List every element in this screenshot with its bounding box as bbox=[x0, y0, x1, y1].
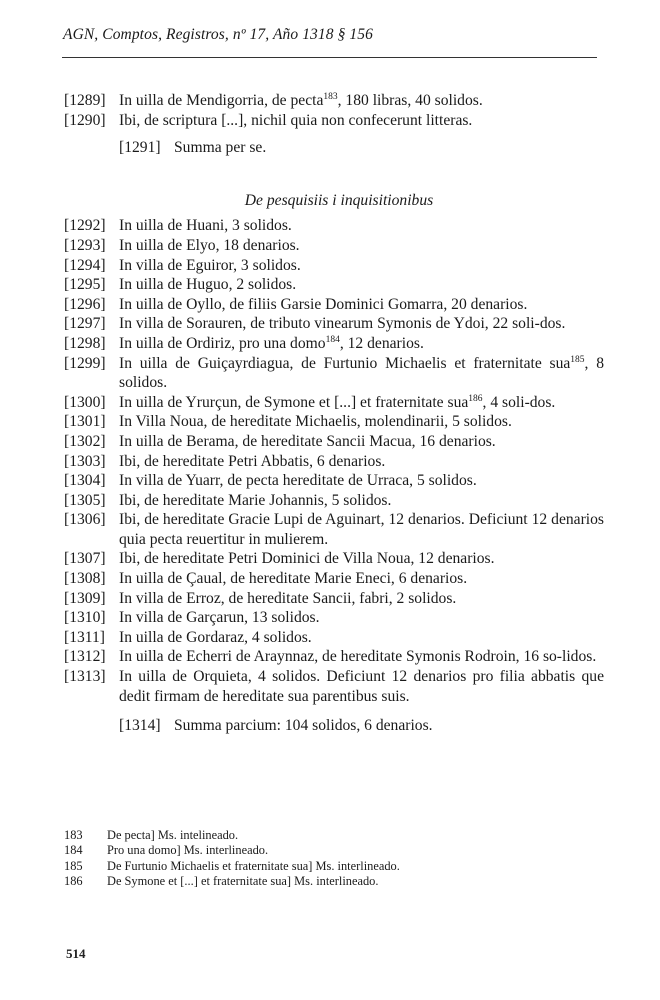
page-number: 514 bbox=[66, 946, 86, 961]
entry-number: [1293] bbox=[64, 236, 106, 254]
entry-text-main: Ibi, de hereditate Gracie Lupi de Aguinart, 12 denarios. Deficiunt 12 denarios quia pecta reuertitur in mulierem. bbox=[119, 511, 604, 548]
entry-text-rest: , 12 denarios. bbox=[339, 334, 424, 352]
footnote-number: 183 bbox=[64, 828, 83, 842]
list-item bbox=[64, 91, 604, 111]
footnote-text: De pecta] Ms. intelineado. bbox=[107, 828, 239, 842]
list-item bbox=[64, 216, 604, 236]
entry-text bbox=[119, 510, 604, 549]
entry-text-main: In villa de Sorauren, de tributo vinearum Symonis de Ydoi, 22 soli-dos. bbox=[119, 315, 566, 333]
list-item bbox=[64, 334, 604, 354]
entry-text bbox=[119, 236, 604, 256]
entry-text-main: In uilla de Guiçayrdiagua, de Furtunio Michaelis et fraternitate sua bbox=[119, 354, 571, 372]
entry-text-main: Ibi, de hereditate Petri Dominici de Villa Noua, 12 denarios. bbox=[119, 550, 495, 568]
footnote-ref[interactable]: 183 bbox=[323, 92, 338, 102]
entry-text bbox=[119, 216, 604, 236]
footnote bbox=[64, 859, 400, 874]
entry-text bbox=[119, 647, 604, 667]
entry-text bbox=[119, 412, 604, 432]
list-item bbox=[64, 236, 604, 256]
entry-text bbox=[119, 295, 604, 315]
footnote-ref[interactable]: 185 bbox=[570, 354, 585, 365]
footnote-text: Pro una domo] Ms. interlineado. bbox=[107, 843, 269, 858]
entries-before bbox=[64, 91, 604, 130]
footnote-number: 185 bbox=[64, 858, 83, 873]
footnote-number: 184 bbox=[64, 843, 83, 858]
entry-number: [1310] bbox=[64, 609, 106, 627]
footnote-number: 186 bbox=[64, 874, 83, 889]
list-item bbox=[64, 608, 604, 628]
footnote-text: De Furtunio Michaelis et fraternitate sua] Ms. interlineado. bbox=[107, 858, 400, 873]
list-item bbox=[64, 628, 604, 648]
entry-number: [1296] bbox=[64, 295, 106, 313]
entry-text bbox=[119, 275, 604, 295]
entry-number: [1289] bbox=[64, 92, 106, 109]
entry-text bbox=[119, 589, 604, 609]
entry-text-main: In uilla de Huguo, 2 solidos. bbox=[119, 276, 297, 294]
header-rule bbox=[62, 57, 597, 58]
entry-text-main: In uilla de Mendigorria, de pecta bbox=[119, 92, 324, 109]
entry-number: [1297] bbox=[64, 315, 106, 333]
entry-number: [1298] bbox=[64, 334, 106, 352]
entries-list bbox=[64, 216, 604, 706]
entry-number: [1307] bbox=[64, 550, 106, 568]
entry-number: [1314] bbox=[119, 717, 161, 735]
entry-text-main: In uilla de Çaual, de hereditate Marie Eneci, 6 denarios. bbox=[119, 570, 468, 588]
entry-number: [1304] bbox=[64, 472, 106, 490]
entry-number: [1308] bbox=[64, 570, 106, 588]
summa-entry bbox=[64, 716, 604, 736]
entry-text-main: In uilla de Oyllo, de filiis Garsie Dominici Gomarra, 20 denarios. bbox=[119, 295, 528, 313]
entry-text-main: In villa de Eguiror, 3 solidos. bbox=[119, 256, 301, 274]
entry-text-main: In Villa Noua, de hereditate Michaelis, molendinarii, 5 solidos. bbox=[119, 413, 512, 431]
entry-text-main: In villa de Yuarr, de pecta hereditate de Urraca, 5 solidos. bbox=[119, 472, 477, 490]
entry-text-rest: , 4 soli-dos. bbox=[482, 393, 556, 411]
list-item bbox=[64, 314, 604, 334]
entry-text-rest: , 8 solidos. bbox=[119, 354, 604, 392]
list-item bbox=[64, 549, 604, 569]
entry-text bbox=[119, 334, 604, 354]
entry-number: [1302] bbox=[64, 432, 106, 450]
entry-text-main: In uilla de Elyo, 18 denarios. bbox=[119, 236, 300, 254]
footnote bbox=[64, 874, 400, 889]
list-item bbox=[64, 647, 604, 667]
entry-number: [1306] bbox=[64, 511, 106, 529]
entry-text-main: In uilla de Echerri de Araynnaz, de hereditate Symonis Rodroin, 16 so-lidos. bbox=[119, 648, 597, 666]
entry-text-main: In uilla de Huani, 3 solidos. bbox=[119, 217, 292, 235]
summa-entry bbox=[64, 138, 604, 158]
entry-text bbox=[119, 432, 604, 452]
entry-text-main: In uilla de Yrurçun, de Symone et [...] et fraternitate sua bbox=[119, 393, 469, 411]
entry-text: Summa per se. bbox=[174, 139, 267, 157]
entry-number: [1299] bbox=[64, 354, 106, 372]
entry-text bbox=[119, 608, 604, 628]
list-item bbox=[64, 256, 604, 276]
footnotes bbox=[64, 828, 400, 890]
entry-number: [1295] bbox=[64, 276, 106, 294]
entry-text bbox=[119, 354, 604, 393]
entry-text-main: In villa de Garçarun, 13 solidos. bbox=[119, 609, 320, 627]
list-item bbox=[64, 393, 604, 413]
list-item bbox=[64, 354, 604, 393]
entry-text bbox=[119, 491, 604, 511]
entry-text bbox=[119, 393, 604, 413]
list-item bbox=[64, 471, 604, 491]
footnote-text: De Symone et [...] et fraternitate sua] Ms. interlineado. bbox=[107, 874, 379, 889]
entry-text bbox=[119, 111, 604, 131]
entry-text bbox=[119, 91, 604, 111]
entry-number: [1312] bbox=[64, 648, 106, 666]
entry-text bbox=[119, 628, 604, 648]
entry-number: [1309] bbox=[64, 589, 106, 607]
list-item bbox=[64, 589, 604, 609]
entry-number: [1291] bbox=[119, 139, 161, 157]
entry-text bbox=[119, 256, 604, 276]
list-item bbox=[64, 491, 604, 511]
footnote-ref[interactable]: 184 bbox=[325, 334, 340, 345]
entry-text-main: In uilla de Berama, de hereditate Sancii Macua, 16 denarios. bbox=[119, 432, 496, 450]
entry-number: [1305] bbox=[64, 491, 106, 509]
list-item bbox=[64, 452, 604, 472]
entry-text bbox=[119, 471, 604, 491]
footnote-ref[interactable]: 186 bbox=[468, 393, 483, 404]
footnote bbox=[64, 828, 400, 843]
list-item bbox=[64, 111, 604, 131]
list-item bbox=[64, 667, 604, 706]
entry-text bbox=[119, 452, 604, 472]
entry-text-main: In villa de Erroz, de hereditate Sancii, fabri, 2 solidos. bbox=[119, 589, 457, 607]
list-item bbox=[64, 432, 604, 452]
entry-text bbox=[119, 549, 604, 569]
entry-number: [1303] bbox=[64, 452, 106, 470]
entry-text-main: In uilla de Orquieta, 4 solidos. Deficiunt 12 denarios pro filia abbatis que dedit firmam de hereditate sua parentibus suis. bbox=[119, 668, 604, 705]
list-item bbox=[64, 412, 604, 432]
entry-text-main: Ibi, de scriptura [...], nichil quia non confecerunt litteras. bbox=[119, 111, 473, 129]
entry-text bbox=[119, 314, 604, 334]
entry-text bbox=[119, 667, 604, 706]
entry-number: [1313] bbox=[64, 668, 106, 686]
entry-text bbox=[119, 569, 604, 589]
entry-number: [1294] bbox=[64, 256, 106, 274]
entry-number: [1301] bbox=[64, 413, 106, 431]
section-title: De pesquisiis i inquisitionibus bbox=[244, 191, 434, 209]
entry-text-rest: , 180 libras, 40 solidos. bbox=[337, 92, 483, 109]
entry-number: [1292] bbox=[64, 217, 106, 235]
entry-text-main: Ibi, de hereditate Petri Abbatis, 6 denarios. bbox=[119, 452, 386, 470]
list-item bbox=[64, 569, 604, 589]
entry-text-main: In uilla de Gordaraz, 4 solidos. bbox=[119, 628, 312, 646]
main-text bbox=[64, 91, 604, 736]
entry-text-main: In uilla de Ordiriz, pro una domo bbox=[119, 334, 326, 352]
running-head: AGN, Comptos, Registros, nº 17, Año 1318 § 156 bbox=[63, 26, 373, 43]
entry-number: [1290] bbox=[64, 111, 106, 129]
entry-text: Summa parcium: 104 solidos, 6 denarios. bbox=[174, 717, 433, 735]
entry-number: [1300] bbox=[64, 393, 106, 411]
entry-text-main: Ibi, de hereditate Marie Johannis, 5 solidos. bbox=[119, 491, 392, 509]
list-item bbox=[64, 510, 604, 549]
list-item bbox=[64, 275, 604, 295]
entry-number: [1311] bbox=[64, 628, 105, 646]
list-item bbox=[64, 295, 604, 315]
footnote bbox=[64, 843, 400, 858]
